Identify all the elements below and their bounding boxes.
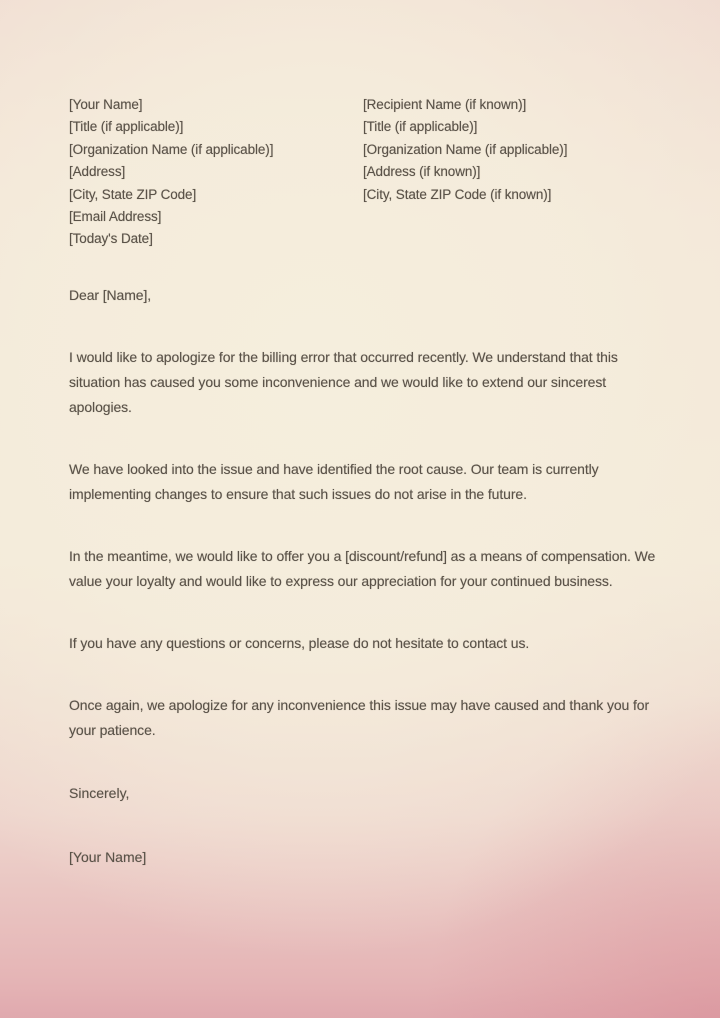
sender-line: [Title (if applicable)] <box>69 119 184 135</box>
sender-line: [Your Name] <box>69 97 143 112</box>
sender-line: [Today's Date] <box>69 231 153 247</box>
letter-paragraph: If you have any questions or concerns, please do not hesitate to contact us. <box>69 634 530 651</box>
recipient-address-block <box>363 94 661 251</box>
recipient-line: [City, State ZIP Code (if known)] <box>363 186 552 202</box>
signature: [Your Name] <box>69 848 147 865</box>
sender-address-block <box>69 94 363 251</box>
address-header <box>69 94 661 251</box>
salutation: Dear [Name], <box>69 286 152 303</box>
closing: Sincerely, <box>69 784 130 801</box>
sender-line: [Email Address] <box>69 209 162 225</box>
letter-paragraph: Once again, we apologize for any inconvenience this issue may have caused and thank you for your patience. <box>69 696 650 738</box>
letter-paragraph: We have looked into the issue and have identified the root cause. Our team is currently implementing changes to ensure that such issues do not arise in the future. <box>69 460 599 502</box>
sender-line: [City, State ZIP Code] <box>69 186 197 202</box>
recipient-line: [Recipient Name (if known)] <box>363 97 527 112</box>
letter-paragraph: I would like to apologize for the billing error that occurred recently. We understand that this situation has caused you some inconvenience and we would like to extend our sincerest apologies. <box>69 348 618 415</box>
recipient-line: [Title (if applicable)] <box>363 119 478 135</box>
letter-paragraph: In the meantime, we would like to offer you a [discount/refund] as a means of compensation. We value your loyalty and would like to express our appreciation for your continued business. <box>69 547 656 589</box>
sender-line: [Organization Name (if applicable)] <box>69 141 274 157</box>
recipient-line: [Address (if known)] <box>363 164 481 180</box>
letter-content <box>69 94 661 870</box>
recipient-line: [Organization Name (if applicable)] <box>363 141 568 157</box>
sender-line: [Address] <box>69 164 126 180</box>
